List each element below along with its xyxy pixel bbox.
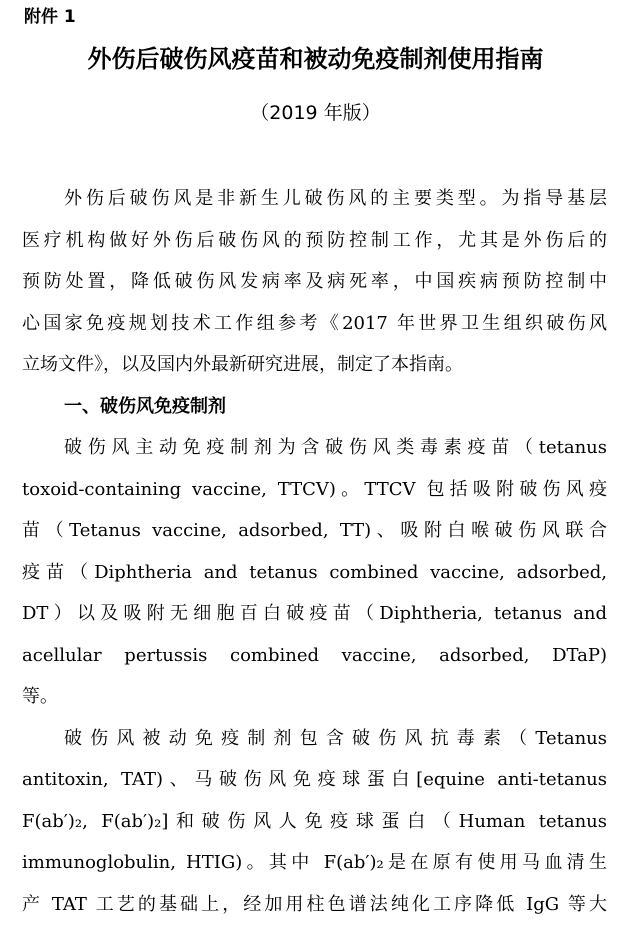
text-line: antitoxin, TAT)、马破伤风免疫球蛋白[equine anti-tetanus <box>22 759 607 801</box>
text-line: immunoglobulin, HTIG)。其中 F(ab′)₂是在原有使用马血清生 <box>22 842 607 884</box>
attachment-label: 附件 1 <box>24 6 76 28</box>
text-line: acellular pertussis combined vaccine, adsorbed, DTaP) <box>22 635 607 677</box>
text-line: 外伤后破伤风是非新生儿破伤风的主要类型。为指导基层 <box>22 178 607 220</box>
text-line: 预防处置，降低破伤风发病率及病死率，中国疾病预防控制中 <box>22 261 607 303</box>
text-line: 心国家免疫规划技术工作组参考《2017 年世界卫生组织破伤风 <box>22 303 607 345</box>
text-line: 破伤风被动免疫制剂包含破伤风抗毒素（Tetanus <box>22 718 607 760</box>
paragraph-active-immunization <box>22 427 607 718</box>
text-line: DT）以及吸附无细胞百白破疫苗（Diphtheria, tetanus and <box>22 593 607 635</box>
text-line: 破伤风主动免疫制剂为含破伤风类毒素疫苗（tetanus <box>22 427 607 469</box>
document-body <box>22 178 607 925</box>
text-line: 立场文件》，以及国内外最新研究进展，制定了本指南。 <box>22 344 607 386</box>
page-title: 外伤后破伤风疫苗和被动免疫制剂使用指南 <box>0 42 631 76</box>
paragraph-passive-immunization <box>22 718 607 925</box>
section-heading: 一、破伤风免疫制剂 <box>22 386 607 428</box>
text-line: F(ab′)₂, F(ab′)₂]和破伤风人免疫球蛋白（Human tetanus <box>22 801 607 843</box>
page-subtitle: （2019 年版） <box>0 100 631 126</box>
text-line: 疫苗（Diphtheria and tetanus combined vaccine, adsorbed, <box>22 552 607 594</box>
paragraph-intro <box>22 178 607 386</box>
text-line: 苗（Tetanus vaccine, adsorbed, TT)、吸附白喉破伤风联合 <box>22 510 607 552</box>
text-line: 产 TAT 工艺的基础上，经加用柱色谱法纯化工序降低 IgG 等大 <box>22 884 607 925</box>
text-line: 等。 <box>22 676 607 718</box>
text-line: toxoid-containing vaccine, TTCV)。TTCV 包括吸附破伤风疫 <box>22 469 607 511</box>
text-line: 医疗机构做好外伤后破伤风的预防控制工作，尤其是外伤后的 <box>22 220 607 262</box>
